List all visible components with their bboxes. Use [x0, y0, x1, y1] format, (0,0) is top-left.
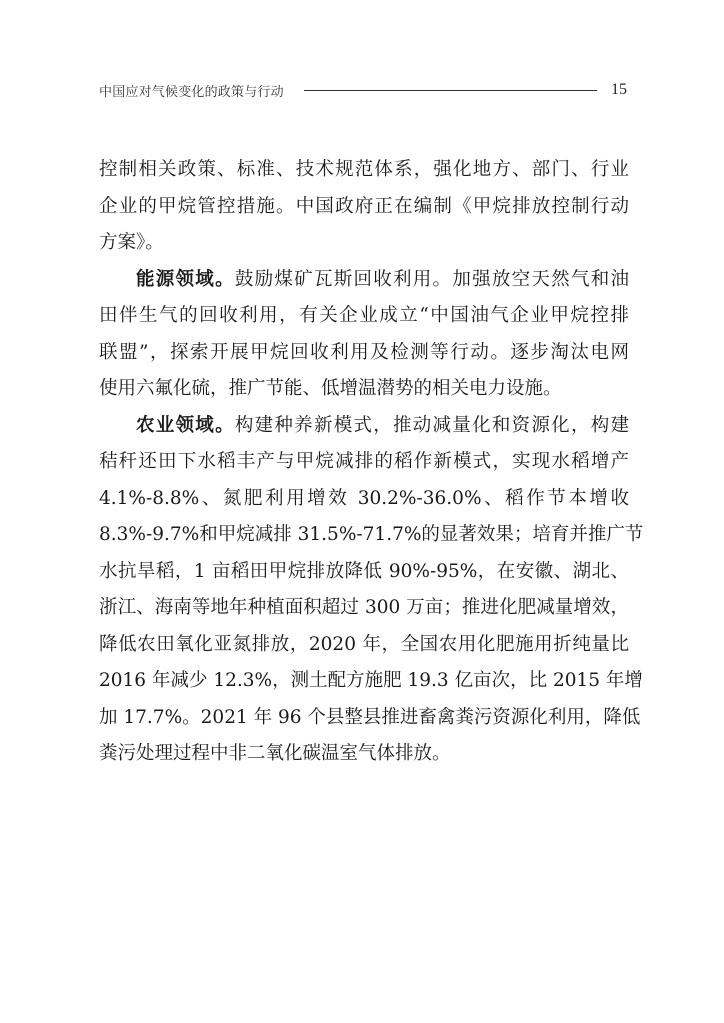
text-line: 水抗旱稻，1 亩稻田甲烷排放降低 90%-95%，在安徽、湖北、 — [99, 560, 629, 582]
text-line: 降低农田氧化亚氮排放，2020 年，全国农用化肥施用折纯量比 — [99, 633, 629, 655]
text-line: 控制相关政策、标准、技术规范体系，强化地方、部门、行业 — [99, 159, 629, 180]
text-line: 加 17.7%。2021 年 96 个县整县推进畜禽粪污资源化利用，降低 — [99, 706, 641, 728]
text-line: 使用六氟化硫，推广节能、低增温潜势的相关电力设施。 — [99, 378, 562, 399]
text-line: 构建种养新模式，推动减量化和资源化，构建 — [234, 414, 629, 436]
header-rule — [304, 90, 597, 91]
header-title: 中国应对气候变化的政策与行动 — [99, 84, 284, 100]
text-line: 浙江、海南等地年种植面积超过 300 万亩；推进化肥减量增效， — [99, 597, 629, 618]
running-header — [99, 80, 627, 100]
text-line: 田伴生气的回收利用，有关企业成立“中国油气企业甲烷控排 — [99, 305, 629, 326]
paragraph-agriculture-first-line — [99, 408, 629, 445]
text-line: 粪污处理过程中非二氧化碳温室气体排放。 — [99, 743, 451, 764]
paragraph-energy-first-line — [99, 262, 629, 299]
section-heading-agriculture: 农业领域。 — [136, 414, 235, 436]
body-text — [99, 152, 644, 773]
section-heading-energy: 能源领域。 — [136, 268, 235, 290]
text-line: 2016 年减少 12.3%，测土配方施肥 19.3 亿亩次，比 2015 年增 — [99, 670, 643, 691]
text-line: 企业的甲烷管控措施。中国政府正在编制《甲烷排放控制行动 — [99, 195, 629, 217]
text-line: 秸秆还田下水稻丰产与甲烷减排的稻作新模式，实现水稻增产 — [99, 451, 629, 472]
text-line: 鼓励煤矿瓦斯回收利用。加强放空天然气和油 — [234, 268, 629, 290]
text-line: 4.1%-8.8%、氮肥利用增效 30.2%-36.0%、稻作节本增收 — [99, 487, 629, 509]
text-line: 方案》。 — [99, 232, 164, 253]
text-line: 8.3%-9.7%和甲烷减排 31.5%-71.7%的显著效果；培育并推广节 — [99, 524, 644, 545]
text-line: 联盟”，探索开展甲烷回收利用及检测等行动。逐步淘汰电网 — [99, 341, 629, 363]
page-number: 15 — [611, 81, 627, 98]
